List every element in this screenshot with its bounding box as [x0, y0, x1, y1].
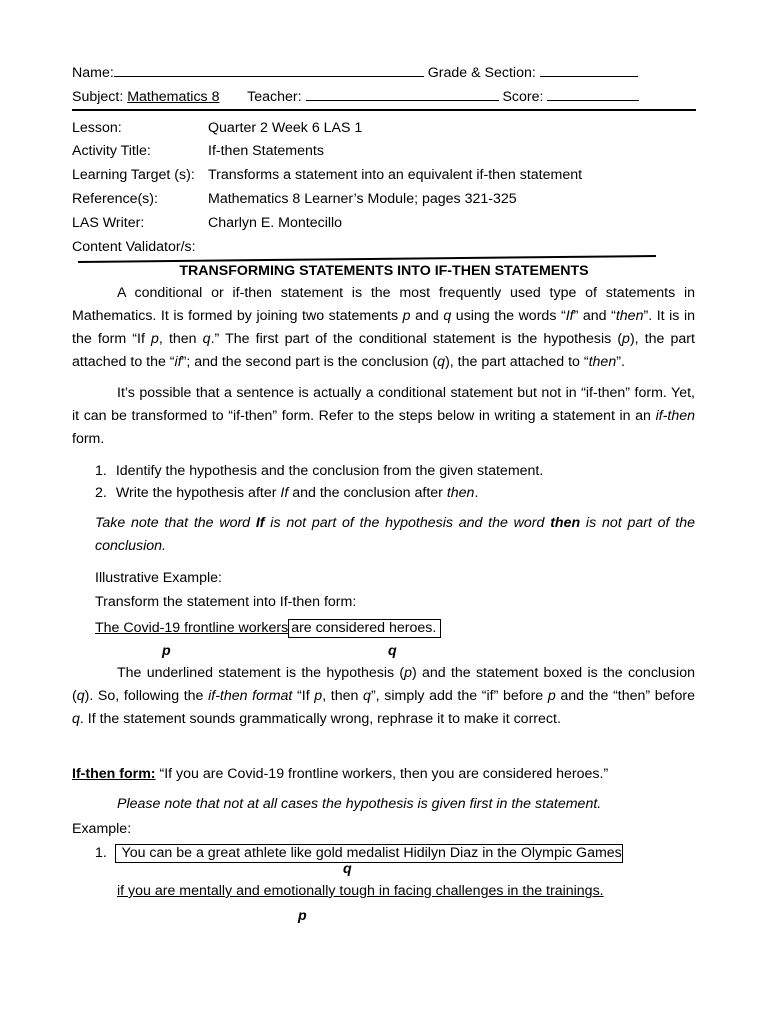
score-label: Score: [502, 89, 544, 105]
writer-label: LAS Writer: [72, 215, 145, 231]
transform-paragraph: It’s possible that a sentence is actually a conditional statement but not in “if-then” form. Yet, it can be transformed to “if-then” form. Refer to the steps below in writing a statement in an if-then form. [72, 385, 695, 447]
subject-value: Mathematics 8 [127, 89, 220, 105]
take-note-paragraph: Take note that the word If is not part of the hypothesis and the word then is not part of the conclusion. [95, 515, 695, 554]
example-2-conclusion-boxed: You can be a great athlete like gold medalist Hidilyn Diaz in the Olympic Games [115, 844, 623, 863]
illustrative-label: Illustrative Example: [95, 570, 222, 586]
step-2: 2. Write the hypothesis after If and the conclusion after then. [95, 485, 479, 501]
validator-label: Content Validator/s: [72, 239, 196, 255]
reference-label: Reference(s): [72, 191, 158, 207]
section-heading: TRANSFORMING STATEMENTS INTO IF-THEN STATEMENTS [179, 263, 589, 279]
teacher-field[interactable] [306, 85, 499, 101]
example-label: Example: [72, 821, 132, 837]
p-label: p [162, 643, 171, 659]
intro-paragraph: A conditional or if-then statement is the most frequently used type of statements in Mathematics. It is formed by joining two statements p and q using the words “If” and “then”. It is in the form “If p, then q.” The first part of the conditional statement is the hypothesis (p), the part attached to the “if”; and the second part is the conclusion (q), the part attached to “then”. [72, 285, 695, 370]
q-label: q [388, 643, 397, 659]
hypothesis-note: Please note that not at all cases the hypothesis is given first in the statement. [117, 796, 602, 812]
conclusion-boxed: are considered heroes. [288, 619, 441, 638]
example-2-hypothesis-underlined: if you are mentally and emotionally tough in facing challenges in the trainings. [117, 883, 604, 899]
name-field[interactable] [114, 61, 424, 77]
grade-label: Grade & Section: [427, 65, 536, 81]
target-label: Learning Target (s): [72, 167, 195, 183]
ifthen-form-answer: “If you are Covid-19 frontline workers, then you are considered heroes.” [155, 766, 609, 782]
activity-value: If-then Statements [208, 143, 324, 159]
subject-label: Subject: [72, 89, 124, 105]
subject-row [72, 85, 639, 107]
lesson-value: Quarter 2 Week 6 LAS 1 [208, 120, 363, 136]
activity-label: Activity Title: [72, 143, 151, 159]
example-2-conclusion-row: 1. You can be a great athlete like gold medalist Hidilyn Diaz in the Olympic Games [95, 845, 622, 861]
example-statement [95, 618, 441, 638]
step-1: 1. Identify the hypothesis and the conclusion from the given statement. [95, 463, 544, 479]
example-2-q-label: q [343, 861, 352, 877]
reference-value: Mathematics 8 Learner’s Module; pages 321-325 [208, 191, 517, 207]
name-row [72, 61, 638, 83]
explanation-paragraph: The underlined statement is the hypothesis (p) and the statement boxed is the conclusion (q). So, following the if-then format “If p, then q”, simply add the “if” before p and the “then” before q. If the statement sounds grammatically wrong, rephrase it to make it correct. [72, 665, 695, 727]
score-field[interactable] [547, 85, 639, 101]
teacher-label: Teacher: [247, 89, 302, 105]
example-2-p-label: p [298, 908, 307, 924]
ifthen-form-label: If-then form: [72, 766, 156, 782]
lesson-label: Lesson: [72, 120, 122, 136]
target-value: Transforms a statement into an equivalent if-then statement [208, 167, 583, 183]
grade-field[interactable] [540, 61, 638, 77]
transform-label: Transform the statement into If-then form: [95, 594, 357, 610]
ifthen-form-line [72, 764, 608, 784]
hypothesis-underlined: The Covid-19 frontline workers [95, 620, 289, 636]
name-label: Name: [72, 65, 114, 81]
header-divider [72, 109, 696, 111]
writer-value: Charlyn E. Montecillo [208, 215, 343, 231]
